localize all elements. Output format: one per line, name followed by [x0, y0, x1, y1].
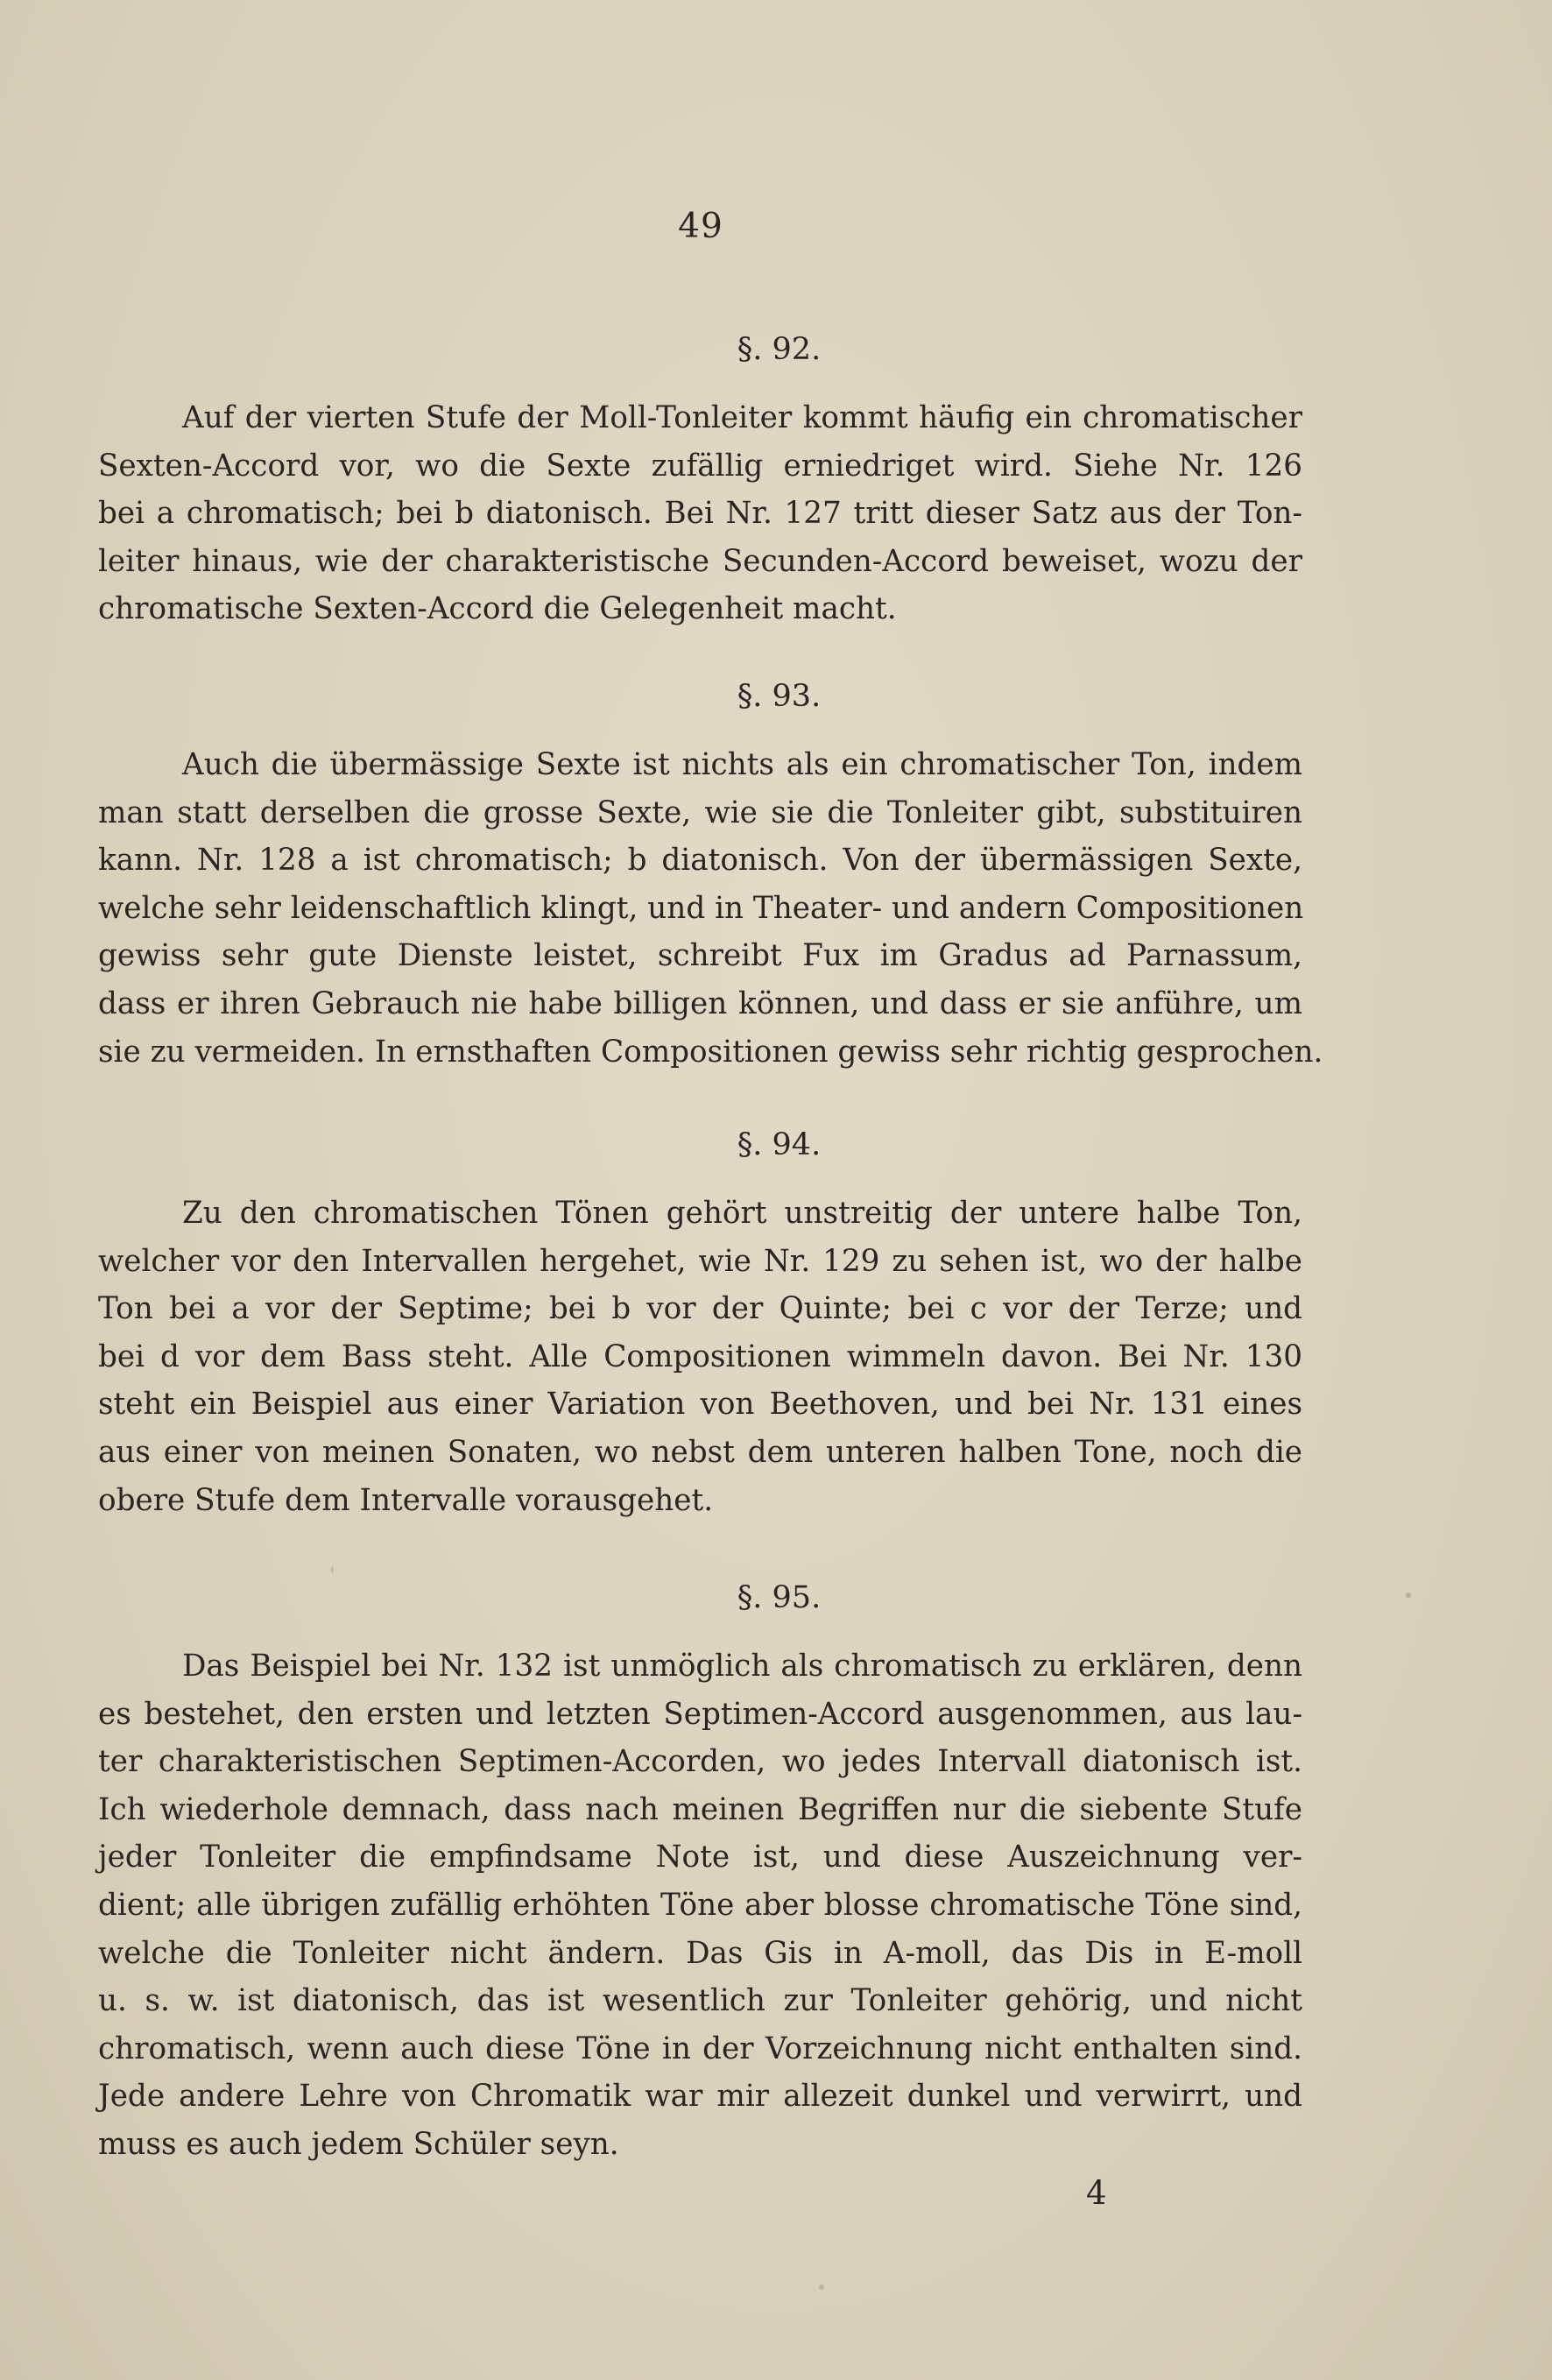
paper-speck — [819, 2285, 824, 2290]
text-line: u. s. w. ist diatonisch, das ist wesentlich zur Tonleiter gehörig, und nicht — [98, 1983, 1302, 2019]
text-line: obere Stufe dem Intervalle vorausgehet. — [98, 1482, 714, 1518]
text-line: welche die Tonleiter nicht ändern. Das Gis in A-moll, das Dis in E-moll — [98, 1935, 1302, 1971]
paper-speck — [1406, 1593, 1411, 1598]
text-line: dass er ihren Gebrauch nie habe billigen können, und dass er sie anführe, um — [98, 985, 1302, 1021]
section-paragraph — [98, 394, 1302, 633]
section-94 — [98, 1119, 1302, 1524]
section-heading: §. 93. — [737, 679, 822, 714]
text-line: ter charakteristischen Septimen-Accorden, wo jedes Intervall diatonisch ist. — [98, 1744, 1302, 1780]
text-line: Auf der vierten Stufe der Moll-Tonleiter kommt häufig ein chromatischer — [182, 400, 1302, 435]
text-line: bei d vor dem Bass steht. Alle Compositionen wimmeln davon. Bei Nr. 130 — [98, 1338, 1302, 1374]
section-93 — [98, 671, 1323, 1076]
text-line: Auch die übermässige Sexte ist nichts als ein chromatischer Ton, indem — [182, 747, 1302, 782]
text-line: steht ein Beispiel aus einer Variation von Beethoven, und bei Nr. 131 eines — [98, 1387, 1302, 1423]
text-line: kann. Nr. 128 a ist chromatisch; b diatonisch. Von der übermässigen Sexte, — [98, 843, 1302, 879]
text-line: aus einer von meinen Sonaten, wo nebst dem unteren halben Tone, noch die — [98, 1434, 1302, 1470]
signature-mark: 4 — [1086, 2174, 1107, 2212]
text-line: dient; alle übrigen zufällig erhöhten Töne aber blosse chromatische Töne sind, — [98, 1887, 1302, 1923]
page-number: 49 — [678, 207, 723, 246]
text-line: Jede andere Lehre von Chromatik war mir allezeit dunkel und verwirrt, und — [98, 2079, 1302, 2115]
text-line: welcher vor den Intervallen hergehet, wie Nr. 129 zu sehen ist, wo der halbe — [98, 1243, 1302, 1279]
section-paragraph — [98, 1642, 1302, 2169]
text-line: Das Beispiel bei Nr. 132 ist unmöglich als chromatisch zu erklären, denn — [182, 1649, 1302, 1684]
text-line: Sexten-Accord vor, wo die Sexte zufällig erniedriget wird. Siehe Nr. 126 — [98, 448, 1302, 484]
text-line: Ton bei a vor der Septime; bei b vor der Quinte; bei c vor der Terze; und — [98, 1291, 1302, 1327]
text-line: gewiss sehr gute Dienste leistet, schreibt Fux im Gradus ad Parnassum, — [98, 938, 1302, 974]
text-line: sie zu vermeiden. In ernsthaften Compositionen gewiss sehr richtig gesprochen. — [98, 1034, 1323, 1070]
text-line: es bestehet, den ersten und letzten Septimen-Accord ausgenommen, aus lau- — [98, 1696, 1302, 1732]
text-line: leiter hinaus, wie der charakteristische Secunden-Accord beweiset, wozu der — [98, 543, 1302, 579]
text-line: welche sehr leidenschaftlich klingt, und in Theater- und andern Compositionen — [98, 890, 1304, 926]
text-line: jeder Tonleiter die empfindsame Note ist, und diese Auszeichnung ver- — [98, 1840, 1302, 1875]
section-heading: §. 92. — [737, 332, 822, 367]
text-line: bei a chromatisch; bei b diatonisch. Bei Nr. 127 tritt dieser Satz aus der Ton- — [98, 496, 1302, 532]
text-line: chromatisch, wenn auch diese Töne in der Vorzeichnung nicht enthalten sind. — [98, 2030, 1302, 2066]
text-line: muss es auch jedem Schüler seyn. — [98, 2126, 619, 2162]
section-paragraph — [98, 741, 1323, 1076]
text-line: man statt derselben die grosse Sexte, wie sie die Tonleiter gibt, substituiren — [98, 795, 1302, 830]
section-92 — [98, 324, 1302, 633]
section-heading: §. 94. — [737, 1127, 822, 1162]
section-heading: §. 95. — [737, 1580, 822, 1615]
text-line: Ich wiederhole demnach, dass nach meinen Begriffen nur die siebente Stufe — [98, 1791, 1302, 1827]
section-95 — [98, 1572, 1302, 2169]
paper-speck — [331, 1566, 334, 1573]
text-line: chromatische Sexten-Accord die Gelegenheit macht. — [98, 591, 897, 627]
section-paragraph — [98, 1190, 1302, 1524]
text-line: Zu den chromatischen Tönen gehört unstreitig der untere halbe Ton, — [182, 1196, 1302, 1231]
